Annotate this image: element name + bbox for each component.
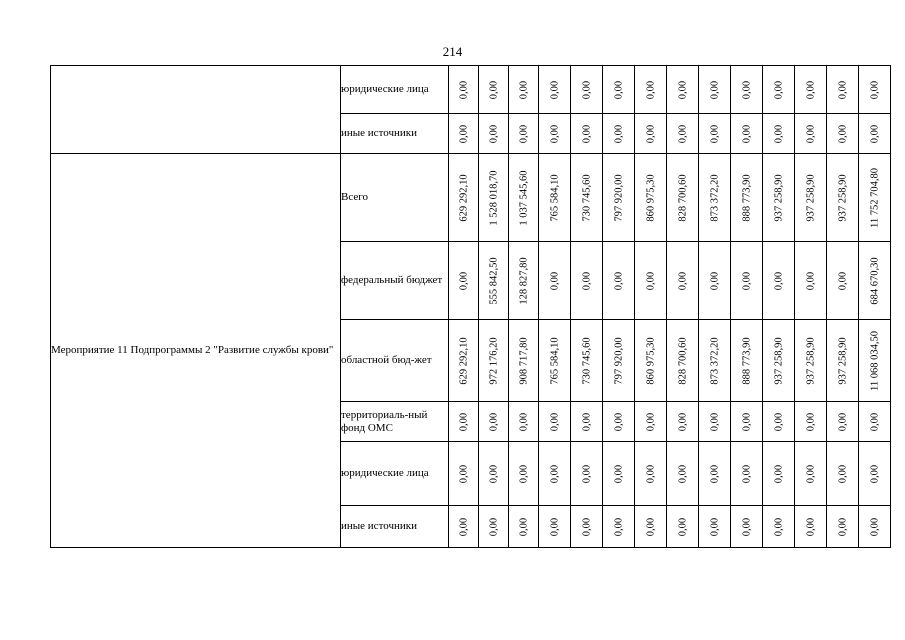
value-text: 0,00 bbox=[581, 124, 592, 143]
value-cell bbox=[539, 242, 571, 320]
value-cell bbox=[859, 154, 891, 242]
value-text: 0,00 bbox=[709, 80, 720, 99]
value-text: 684 670,30 bbox=[869, 256, 880, 305]
value-text: 730 745,60 bbox=[581, 336, 592, 385]
value-cell bbox=[509, 320, 539, 402]
value-text: 0,00 bbox=[677, 517, 688, 536]
value-cell bbox=[603, 320, 635, 402]
value-text: 0,00 bbox=[645, 412, 656, 431]
funding-source-cell: иные источники bbox=[341, 114, 449, 154]
value-text: 937 258,90 bbox=[837, 173, 848, 222]
value-cell bbox=[667, 442, 699, 506]
value-text: 0,00 bbox=[518, 124, 529, 143]
value-cell bbox=[571, 506, 603, 548]
value-cell bbox=[731, 242, 763, 320]
value-text: 0,00 bbox=[458, 124, 469, 143]
value-cell bbox=[731, 506, 763, 548]
value-text: 0,00 bbox=[677, 80, 688, 99]
value-cell bbox=[479, 154, 509, 242]
value-text: 888 773,90 bbox=[741, 336, 752, 385]
value-cell bbox=[635, 66, 667, 114]
value-text: 0,00 bbox=[773, 464, 784, 483]
value-text: 730 745,60 bbox=[581, 173, 592, 222]
value-cell bbox=[449, 402, 479, 442]
value-text: 0,00 bbox=[613, 80, 624, 99]
value-text: 0,00 bbox=[677, 124, 688, 143]
value-text: 860 975,30 bbox=[645, 173, 656, 222]
value-text: 0,00 bbox=[741, 464, 752, 483]
value-cell bbox=[635, 402, 667, 442]
value-cell bbox=[603, 402, 635, 442]
value-cell bbox=[699, 154, 731, 242]
value-text: 0,00 bbox=[613, 124, 624, 143]
value-cell bbox=[699, 114, 731, 154]
value-text: 0,00 bbox=[518, 80, 529, 99]
value-text: 828 700,60 bbox=[677, 336, 688, 385]
value-cell bbox=[603, 114, 635, 154]
value-text: 629 292,10 bbox=[458, 336, 469, 385]
value-text: 0,00 bbox=[837, 271, 848, 290]
value-cell bbox=[827, 402, 859, 442]
value-cell bbox=[859, 66, 891, 114]
value-cell bbox=[449, 320, 479, 402]
value-text: 0,00 bbox=[458, 80, 469, 99]
value-text: 0,00 bbox=[488, 464, 499, 483]
value-text: 128 827,80 bbox=[518, 256, 529, 305]
value-text: 0,00 bbox=[458, 464, 469, 483]
value-cell bbox=[731, 114, 763, 154]
value-text: 0,00 bbox=[869, 517, 880, 536]
value-cell bbox=[859, 442, 891, 506]
value-text: 0,00 bbox=[613, 271, 624, 290]
value-cell bbox=[603, 506, 635, 548]
value-cell bbox=[763, 320, 795, 402]
funding-table-body bbox=[51, 66, 891, 548]
value-cell bbox=[635, 154, 667, 242]
value-text: 0,00 bbox=[488, 124, 499, 143]
value-cell bbox=[479, 402, 509, 442]
value-cell bbox=[667, 114, 699, 154]
value-cell bbox=[509, 442, 539, 506]
page-number: 214 bbox=[442, 44, 463, 59]
value-text: 888 773,90 bbox=[741, 173, 752, 222]
value-cell bbox=[795, 402, 827, 442]
value-text: 0,00 bbox=[837, 124, 848, 143]
value-text: 0,00 bbox=[677, 464, 688, 483]
value-text: 0,00 bbox=[869, 124, 880, 143]
value-text: 0,00 bbox=[458, 517, 469, 536]
value-cell bbox=[667, 506, 699, 548]
value-text: 0,00 bbox=[613, 517, 624, 536]
value-cell bbox=[859, 242, 891, 320]
value-text: 873 372,20 bbox=[709, 336, 720, 385]
value-text: 0,00 bbox=[581, 517, 592, 536]
value-text: 629 292,10 bbox=[458, 173, 469, 222]
value-cell bbox=[449, 114, 479, 154]
value-cell bbox=[827, 506, 859, 548]
value-cell bbox=[667, 320, 699, 402]
value-text: 0,00 bbox=[741, 517, 752, 536]
value-cell bbox=[509, 114, 539, 154]
value-text: 0,00 bbox=[458, 412, 469, 431]
value-text: 0,00 bbox=[805, 124, 816, 143]
value-text: 0,00 bbox=[773, 271, 784, 290]
value-text: 937 258,90 bbox=[837, 336, 848, 385]
value-cell bbox=[571, 242, 603, 320]
value-cell bbox=[699, 66, 731, 114]
value-text: 0,00 bbox=[805, 464, 816, 483]
value-cell bbox=[859, 114, 891, 154]
value-cell bbox=[827, 154, 859, 242]
value-cell bbox=[571, 114, 603, 154]
value-cell bbox=[449, 506, 479, 548]
value-cell bbox=[603, 242, 635, 320]
value-cell bbox=[635, 506, 667, 548]
value-cell bbox=[667, 154, 699, 242]
value-text: 797 920,00 bbox=[613, 336, 624, 385]
value-cell bbox=[795, 506, 827, 548]
value-cell bbox=[827, 242, 859, 320]
value-cell bbox=[509, 66, 539, 114]
value-cell bbox=[795, 242, 827, 320]
funding-source-cell: территориаль-ный фонд ОМС bbox=[341, 402, 449, 442]
value-cell bbox=[763, 402, 795, 442]
value-cell bbox=[603, 442, 635, 506]
value-cell bbox=[509, 242, 539, 320]
value-cell bbox=[509, 154, 539, 242]
value-cell bbox=[635, 320, 667, 402]
value-text: 0,00 bbox=[741, 124, 752, 143]
value-text: 0,00 bbox=[805, 412, 816, 431]
value-text: 0,00 bbox=[805, 517, 816, 536]
value-cell bbox=[699, 242, 731, 320]
value-text: 0,00 bbox=[709, 271, 720, 290]
value-cell bbox=[479, 320, 509, 402]
value-cell bbox=[539, 320, 571, 402]
value-cell bbox=[763, 154, 795, 242]
value-cell bbox=[539, 114, 571, 154]
funding-source-cell: юридические лица bbox=[341, 442, 449, 506]
value-cell bbox=[571, 402, 603, 442]
value-cell bbox=[479, 114, 509, 154]
value-text: 908 717,80 bbox=[518, 336, 529, 385]
table-row bbox=[51, 154, 891, 242]
value-text: 937 258,90 bbox=[773, 336, 784, 385]
value-cell bbox=[509, 506, 539, 548]
funding-table bbox=[50, 65, 891, 548]
value-cell bbox=[571, 320, 603, 402]
value-cell bbox=[603, 154, 635, 242]
value-text: 0,00 bbox=[869, 80, 880, 99]
value-cell bbox=[763, 442, 795, 506]
event-name-cell: Мероприятие 11 Подпрограммы 2 "Развитие службы крови" bbox=[51, 154, 341, 548]
value-text: 0,00 bbox=[677, 412, 688, 431]
value-text: 0,00 bbox=[581, 80, 592, 99]
table-row bbox=[51, 66, 891, 114]
value-text: 0,00 bbox=[613, 412, 624, 431]
value-text: 0,00 bbox=[773, 517, 784, 536]
value-text: 937 258,90 bbox=[805, 173, 816, 222]
value-text: 0,00 bbox=[549, 271, 560, 290]
value-text: 0,00 bbox=[709, 464, 720, 483]
value-text: 0,00 bbox=[709, 412, 720, 431]
value-text: 555 842,50 bbox=[488, 256, 499, 305]
value-cell bbox=[731, 402, 763, 442]
value-cell bbox=[827, 114, 859, 154]
value-cell bbox=[795, 66, 827, 114]
value-cell bbox=[667, 242, 699, 320]
value-cell bbox=[763, 242, 795, 320]
value-text: 0,00 bbox=[581, 271, 592, 290]
value-cell bbox=[509, 402, 539, 442]
value-cell bbox=[667, 402, 699, 442]
value-cell bbox=[795, 320, 827, 402]
value-text: 0,00 bbox=[709, 124, 720, 143]
value-cell bbox=[859, 320, 891, 402]
value-cell bbox=[795, 442, 827, 506]
value-text: 0,00 bbox=[645, 124, 656, 143]
value-text: 0,00 bbox=[518, 517, 529, 536]
value-text: 0,00 bbox=[709, 517, 720, 536]
value-text: 0,00 bbox=[741, 412, 752, 431]
value-text: 0,00 bbox=[549, 412, 560, 431]
value-cell bbox=[667, 66, 699, 114]
value-cell bbox=[699, 442, 731, 506]
value-text: 0,00 bbox=[837, 412, 848, 431]
value-cell bbox=[699, 506, 731, 548]
value-cell bbox=[479, 506, 509, 548]
value-text: 0,00 bbox=[645, 464, 656, 483]
value-cell bbox=[731, 154, 763, 242]
value-cell bbox=[449, 442, 479, 506]
value-cell bbox=[479, 242, 509, 320]
value-cell bbox=[795, 114, 827, 154]
value-text: 0,00 bbox=[613, 464, 624, 483]
value-text: 0,00 bbox=[488, 80, 499, 99]
value-cell bbox=[603, 66, 635, 114]
funding-source-cell: иные источники bbox=[341, 506, 449, 548]
value-cell bbox=[763, 66, 795, 114]
value-cell bbox=[827, 320, 859, 402]
value-cell bbox=[479, 442, 509, 506]
value-cell bbox=[859, 506, 891, 548]
value-text: 11 752 704,80 bbox=[869, 167, 880, 228]
value-cell bbox=[571, 66, 603, 114]
value-cell bbox=[635, 442, 667, 506]
value-text: 0,00 bbox=[741, 80, 752, 99]
value-text: 0,00 bbox=[869, 412, 880, 431]
value-cell bbox=[571, 442, 603, 506]
value-cell bbox=[635, 114, 667, 154]
funding-source-cell: Всего bbox=[341, 154, 449, 242]
value-cell bbox=[449, 242, 479, 320]
value-text: 0,00 bbox=[645, 80, 656, 99]
value-text: 0,00 bbox=[458, 271, 469, 290]
value-text: 0,00 bbox=[677, 271, 688, 290]
value-text: 797 920,00 bbox=[613, 173, 624, 222]
value-text: 0,00 bbox=[549, 464, 560, 483]
value-text: 0,00 bbox=[773, 124, 784, 143]
value-cell bbox=[539, 154, 571, 242]
value-cell bbox=[763, 114, 795, 154]
event-name-cell bbox=[51, 66, 341, 154]
value-cell bbox=[731, 442, 763, 506]
value-cell bbox=[859, 402, 891, 442]
value-text: 0,00 bbox=[773, 412, 784, 431]
value-text: 0,00 bbox=[645, 517, 656, 536]
value-text: 0,00 bbox=[837, 517, 848, 536]
value-cell bbox=[635, 242, 667, 320]
value-cell bbox=[479, 66, 509, 114]
value-text: 0,00 bbox=[805, 271, 816, 290]
value-cell bbox=[827, 442, 859, 506]
value-text: 937 258,90 bbox=[773, 173, 784, 222]
value-cell bbox=[699, 320, 731, 402]
value-cell bbox=[539, 66, 571, 114]
value-text: 11 068 034,50 bbox=[869, 330, 880, 391]
value-cell bbox=[449, 154, 479, 242]
value-text: 0,00 bbox=[488, 412, 499, 431]
value-text: 0,00 bbox=[518, 412, 529, 431]
value-cell bbox=[763, 506, 795, 548]
value-text: 0,00 bbox=[581, 412, 592, 431]
value-text: 0,00 bbox=[837, 80, 848, 99]
value-text: 0,00 bbox=[549, 124, 560, 143]
value-cell bbox=[539, 442, 571, 506]
value-text: 0,00 bbox=[549, 517, 560, 536]
value-cell bbox=[699, 402, 731, 442]
value-text: 1 528 018,70 bbox=[488, 169, 499, 226]
value-text: 937 258,90 bbox=[805, 336, 816, 385]
value-text: 0,00 bbox=[549, 80, 560, 99]
value-text: 765 584,10 bbox=[549, 336, 560, 385]
value-cell bbox=[571, 154, 603, 242]
value-text: 860 975,30 bbox=[645, 336, 656, 385]
value-text: 0,00 bbox=[488, 517, 499, 536]
funding-source-cell: юридические лица bbox=[341, 66, 449, 114]
value-text: 0,00 bbox=[805, 80, 816, 99]
value-text: 765 584,10 bbox=[549, 173, 560, 222]
value-text: 0,00 bbox=[518, 464, 529, 483]
funding-source-cell: федеральный бюджет bbox=[341, 242, 449, 320]
value-text: 0,00 bbox=[581, 464, 592, 483]
value-cell bbox=[731, 320, 763, 402]
value-cell bbox=[731, 66, 763, 114]
value-text: 0,00 bbox=[773, 80, 784, 99]
value-text: 873 372,20 bbox=[709, 173, 720, 222]
value-text: 972 176,20 bbox=[488, 336, 499, 385]
value-cell bbox=[539, 506, 571, 548]
value-cell bbox=[539, 402, 571, 442]
value-cell bbox=[449, 66, 479, 114]
value-text: 0,00 bbox=[837, 464, 848, 483]
value-cell bbox=[827, 66, 859, 114]
value-cell bbox=[795, 154, 827, 242]
value-text: 0,00 bbox=[869, 464, 880, 483]
value-text: 0,00 bbox=[645, 271, 656, 290]
value-text: 1 037 545,60 bbox=[518, 169, 529, 226]
funding-source-cell: областной бюд-жет bbox=[341, 320, 449, 402]
value-text: 0,00 bbox=[741, 271, 752, 290]
value-text: 828 700,60 bbox=[677, 173, 688, 222]
